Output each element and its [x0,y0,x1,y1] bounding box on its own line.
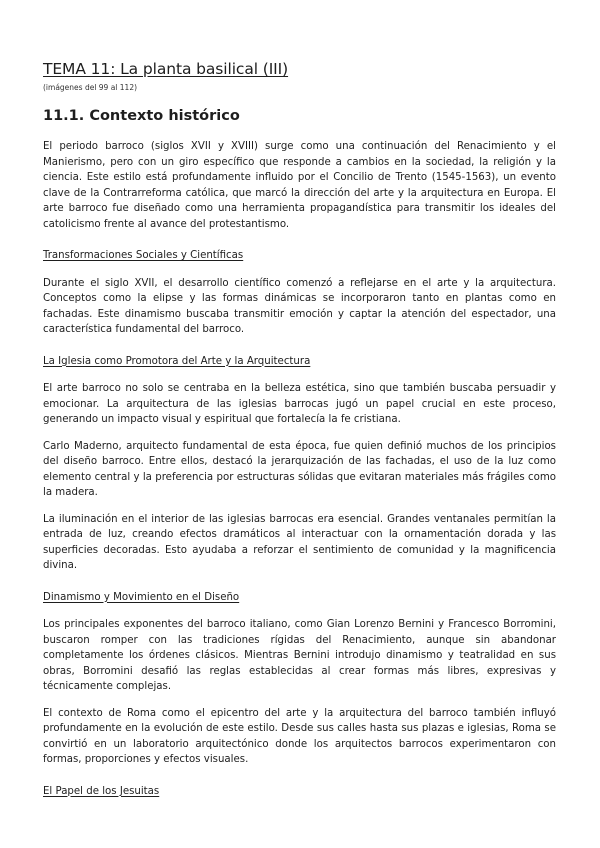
document-subtitle: (imágenes del 99 al 112) [43,83,138,92]
document-title: TEMA 11: La planta basilical (III) [43,60,289,78]
paragraph: La iluminación en el interior de las iglesias barrocas era esencial. Grandes ventanales permitían la entrada de luz, creando efectos dramáticos al interactuar con la ornamentación dorada y las superficies decoradas. Esto ayudaba a reforzar el sentimiento de comunidad y la magnificencia divina. [43,513,556,571]
paragraph: Carlo Maderno, arquitecto fundamental de esta época, fue quien definió muchos de los principios del diseño barroco. Entre ellos, destacó la jerarquización de las fachadas, el uso de la luz como elemento central y la preferencia por estructuras sólidas que evitaran materiales más frágiles como la madera. [43,440,556,498]
document-page [43,58,556,799]
paragraph: El contexto de Roma como el epicentro del arte y la arquitectura del barroco también influyó profundamente en la evolución de este estilo. Desde sus calles hasta sus plazas e iglesias, Roma se convirtió en un laboratorio arquitectónico donde los arquitectos barrocos experimentaron con formas, proporciones y efectos visuales. [43,707,556,765]
paragraph: Durante el siglo XVII, el desarrollo científico comenzó a reflejarse en el arte y la arquitectura. Conceptos como la elipse y las formas dinámicas se incorporaron tanto en plantas como en fachadas. Este dinamismo buscaba transmitir emoción y captar la atención del espectador, una característica fundamental del barroco. [43,277,556,335]
subheading-jesuitas: El Papel de los Jesuitas [43,785,160,797]
paragraph: El arte barroco no solo se centraba en la belleza estética, sino que también buscaba persuadir y emocionar. La arquitectura de las iglesias barrocas jugó un papel crucial en este proceso, generando un impacto visual y espiritual que fortalecía la fe cristiana. [43,383,556,425]
subheading-dinamismo: Dinamismo y Movimiento en el Diseño [43,591,240,603]
section-heading: 11.1. Contexto histórico [43,108,240,124]
subheading-transformaciones: Transformaciones Sociales y Científicas [43,250,244,261]
paragraph: Los principales exponentes del barroco italiano, como Gian Lorenzo Bernini y Francesco Borromini, buscaron romper con las tradiciones rígidas del Renacimiento, aunque sin abandonar completamente los órdenes clásicos. Mientras Bernini introdujo dinamismo y teatralidad en sus obras, Borromini desafió las reglas establecidas al crear formas más libres, expresivas y técnicamente complejas. [43,619,556,692]
subheading-iglesia: La Iglesia como Promotora del Arte y la Arquitectura [43,355,311,367]
intro-paragraph: El periodo barroco (siglos XVII y XVIII) surge como una continuación del Renacimiento y el Manierismo, pero con un giro específico que responde a cambios en la sociedad, la religión y la ciencia. Este estilo está profundamente influido por el Concilio de Trento (1545-1563), un evento clave de la Contrarreforma católica, que marcó la dirección del arte y la arquitectura en Europa. El arte barroco fue diseñado como una herramienta propagandística para transmitir los ideales del catolicismo frente al avance del protestantismo. [43,141,556,230]
